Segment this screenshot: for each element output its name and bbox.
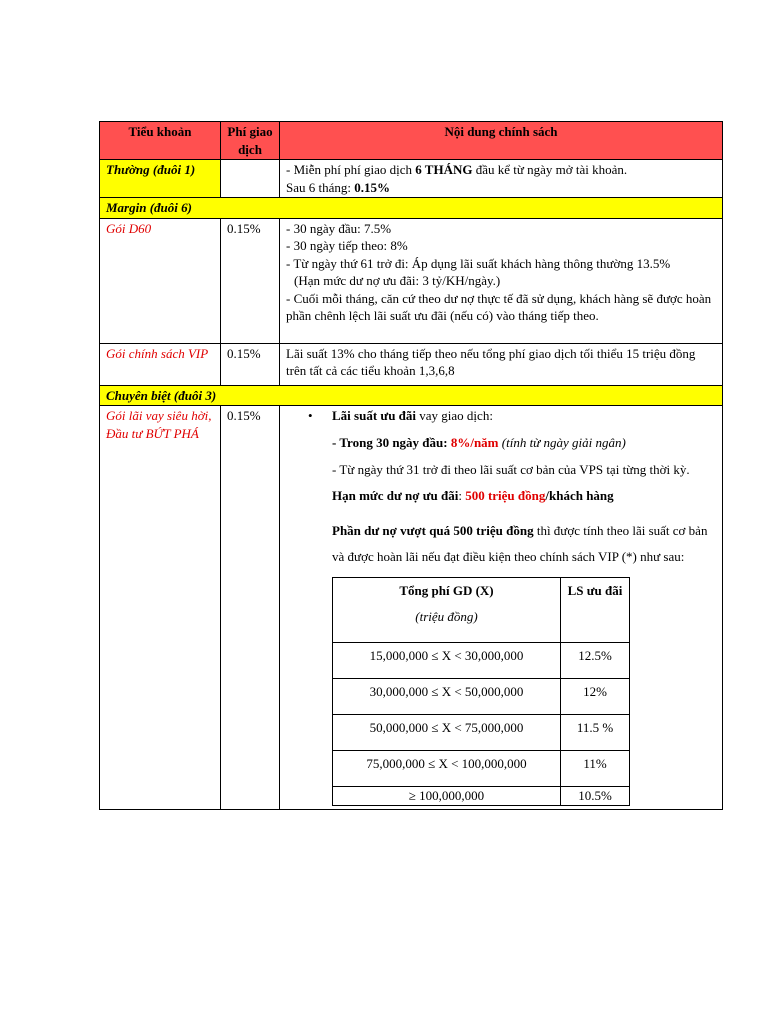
section-margin-label: Margin (đuôi 6)	[100, 198, 723, 219]
thuong-text-1-bold: 6 THÁNG	[415, 162, 473, 177]
chuyenbiet-p4-tail: /khách hàng	[545, 488, 614, 503]
thuong-label: Thường (đuôi 1)	[100, 160, 221, 198]
rate-header-row	[333, 577, 630, 642]
rate-row	[333, 714, 630, 750]
header-policy: Nội dung chính sách	[280, 122, 723, 160]
rate-row	[333, 678, 630, 714]
d60-line: - Cuối mỗi tháng, căn cứ theo dư nợ thực tế đã sử dụng, khách hàng sẽ được hoàn phần chênh lệch lãi suất ưu đãi (nếu có) vào tháng tiếp theo.	[286, 290, 712, 323]
rate-range: 30,000,000 ≤ X < 50,000,000	[333, 678, 561, 714]
rate-row	[333, 750, 630, 786]
row-d60	[100, 218, 723, 343]
rate-range: 15,000,000 ≤ X < 30,000,000	[333, 642, 561, 678]
vip-label: Gói chính sách VIP	[100, 343, 221, 385]
chuyenbiet-p2-red: 8%/năm	[450, 435, 499, 450]
d60-line: - 30 ngày đầu: 7.5%	[286, 220, 392, 236]
rate-value: 12.5%	[561, 642, 630, 678]
thuong-text-1-post: đầu kể từ ngày mở tài khoản.	[472, 162, 628, 177]
header-fee: Phí giao dịch	[221, 122, 280, 160]
header-subaccount: Tiểu khoản	[100, 122, 221, 160]
d60-line: - 30 ngày tiếp theo: 8%	[286, 238, 408, 253]
chuyenbiet-p1	[308, 407, 716, 424]
vip-rate-table	[332, 577, 630, 806]
chuyenbiet-p2-italic: (tính từ ngày giải ngân)	[498, 435, 626, 450]
vip-fee: 0.15%	[221, 343, 280, 385]
rate-row	[333, 786, 630, 805]
d60-line: (Hạn mức dư nợ ưu đãi: 3 tỷ/KH/ngày.)	[294, 273, 501, 288]
bullet-icon: •	[308, 408, 313, 423]
chuyenbiet-p4	[332, 483, 716, 510]
rate-value: 12%	[561, 678, 630, 714]
chuyenbiet-p4-red: 500 triệu đồng	[465, 488, 546, 503]
policy-table	[99, 121, 723, 810]
rate-header-fee-unit: (triệu đồng)	[415, 608, 478, 624]
rate-range: 75,000,000 ≤ X < 100,000,000	[333, 750, 561, 786]
rate-header-fee	[333, 577, 561, 642]
section-margin	[100, 198, 723, 219]
d60-label: Gói D60	[100, 218, 221, 343]
thuong-text-2: Sau 6 tháng:	[286, 179, 355, 195]
rate-value: 11%	[561, 750, 630, 786]
chuyenbiet-p4-colon: :	[458, 488, 466, 503]
row-thuong	[100, 160, 723, 198]
chuyenbiet-p1-bold: Lãi suất ưu đãi	[332, 408, 417, 423]
rate-value: 11.5 %	[561, 714, 630, 750]
section-chuyenbiet	[100, 385, 723, 406]
thuong-text-2-bold: 0.15%	[354, 179, 390, 195]
chuyenbiet-p5	[332, 518, 716, 571]
chuyenbiet-label: Gói lãi vay siêu hời, Đầu tư BỨT PHÁ	[100, 406, 221, 810]
chuyenbiet-p5-rest: thì được tính theo lãi suất cơ bản và được hoàn lãi nếu đạt điều kiện theo chính sách VIP (*) như sau:	[332, 522, 708, 564]
chuyenbiet-p1-rest: vay giao dịch:	[416, 408, 493, 423]
chuyenbiet-fee: 0.15%	[221, 406, 280, 810]
chuyenbiet-p2-bold: - Trong 30 ngày đầu:	[332, 435, 451, 450]
header-row	[100, 122, 723, 160]
thuong-text-1: - Miễn phí phí giao dịch	[286, 162, 416, 177]
rate-header-rate: LS ưu đãi	[561, 577, 630, 642]
rate-value: 10.5%	[561, 786, 630, 805]
row-vip	[100, 343, 723, 385]
thuong-policy	[280, 160, 723, 198]
section-chuyenbiet-label: Chuyên biệt (đuôi 3)	[100, 385, 723, 406]
rate-range: ≥ 100,000,000	[333, 786, 561, 805]
rate-header-fee-title: Tổng phí GD (X)	[399, 582, 494, 598]
d60-fee: 0.15%	[221, 218, 280, 343]
thuong-fee	[221, 160, 280, 198]
d60-policy	[280, 218, 723, 343]
d60-line: - Từ ngày thứ 61 trở đi: Áp dụng lãi suất khách hàng thông thường 13.5%	[286, 255, 671, 271]
chuyenbiet-p3: - Từ ngày thứ 31 trở đi theo lãi suất cơ bản của VPS tại từng thời kỳ.	[332, 461, 690, 477]
rate-row	[333, 642, 630, 678]
chuyenbiet-p4-bold: Hạn mức dư nợ ưu đãi	[332, 488, 459, 503]
vip-policy: Lãi suất 13% cho tháng tiếp theo nếu tổng phí giao dịch tối thiểu 15 triệu đồng trên tất cả các tiểu khoản 1,3,6,8	[280, 343, 723, 385]
chuyenbiet-policy	[280, 406, 723, 810]
chuyenbiet-p5-bold: Phần dư nợ vượt quá 500 triệu đồng	[332, 522, 534, 538]
chuyenbiet-p2	[332, 430, 716, 457]
row-chuyenbiet	[100, 406, 723, 810]
rate-range: 50,000,000 ≤ X < 75,000,000	[333, 714, 561, 750]
